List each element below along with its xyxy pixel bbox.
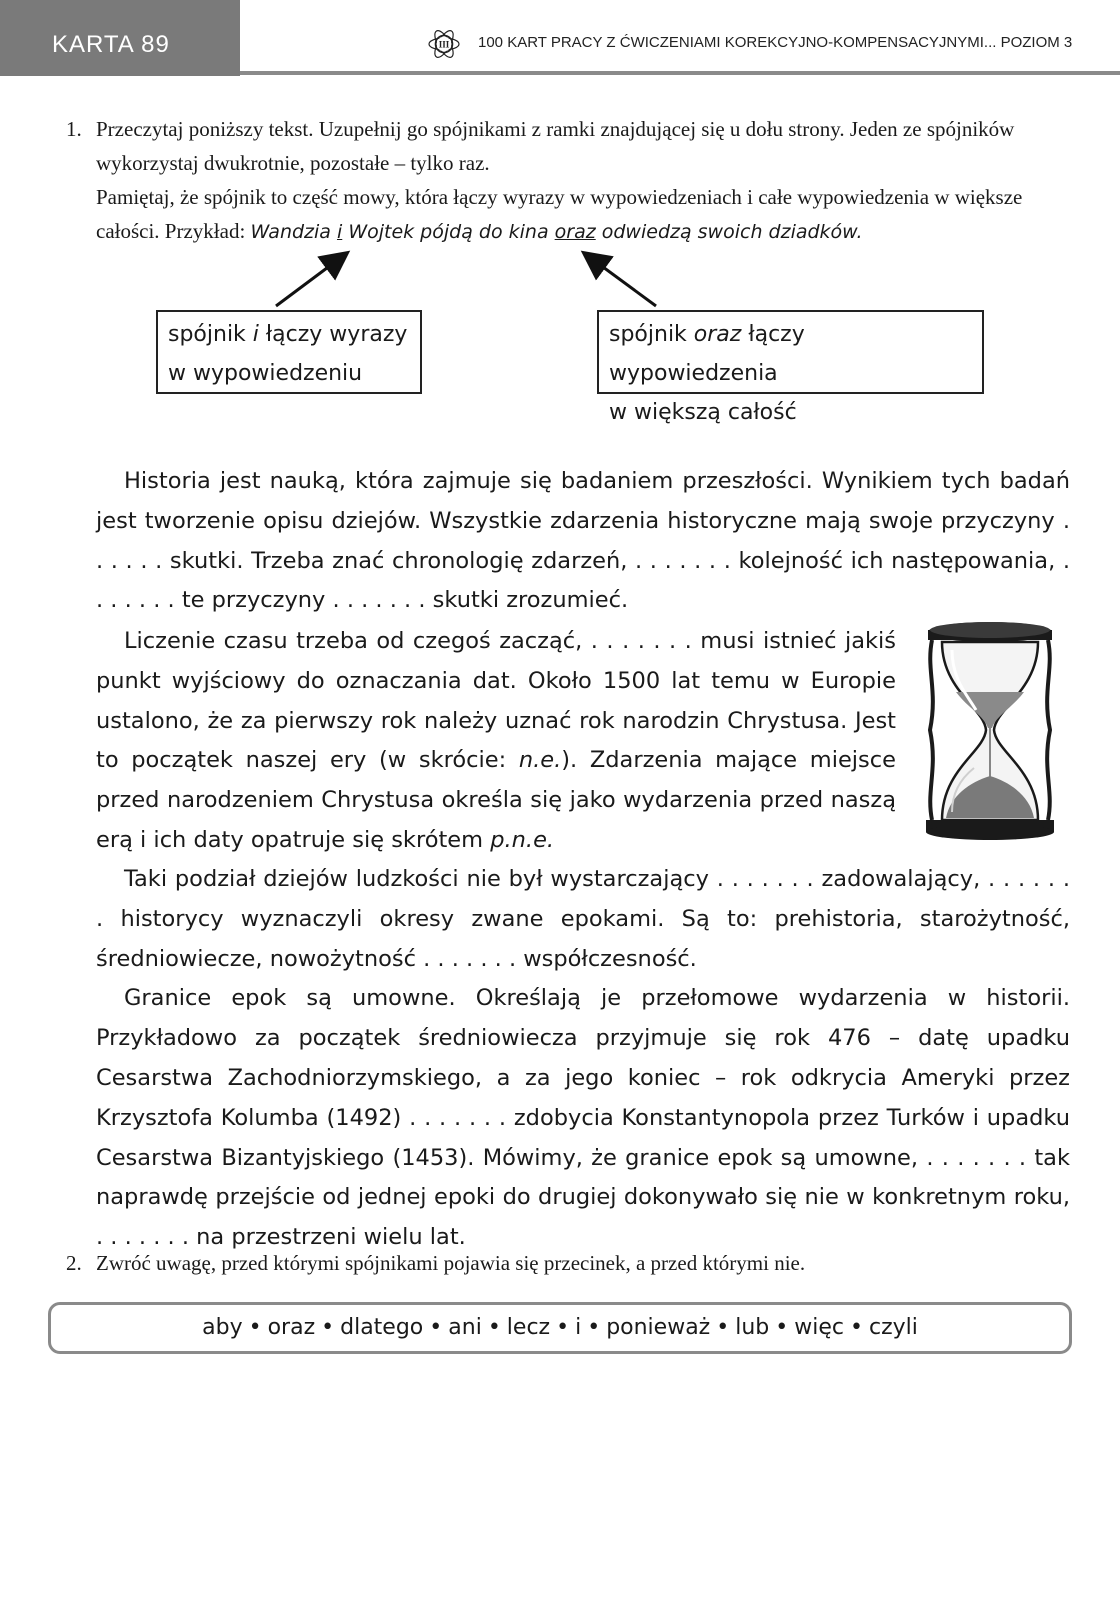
passage-paragraph-4: Granice epok są umowne. Określają je przełomowe wydarzenia w historii. Przykładowo za początek średniowiecza przyjmuje się rok 476 – datę upadku Cesarstwa Zachodniorzymskiego, a za jego koniec – rok odkrycia Ameryki przez Krzysztofa Kolumba (1492) . . . . . . . zdobycia Konstantynopola przez Turków i upadku Cesarstwa Bizantyjskiego (1453). Mówimy, że granice epok są umowne, . . . . . . . tak naprawdę przejście od jednej epoki do drugiej dokonywało się nie w konkretnym roku, . . . . . . . na przestrzeni wielu lat.	[96, 985, 1070, 1251]
card-label: KARTA 89	[0, 0, 240, 76]
example-part: odwiedzą swoich dziadków.	[601, 221, 863, 243]
callout-word: i	[252, 322, 259, 347]
callout-line: w większą całość	[609, 400, 797, 425]
header-title: 100 KART PRACY Z ĆWICZENIAMI KOREKCYJNO-KOMPENSACYJNYMI... POZIOM 3	[478, 34, 1073, 51]
passage-paragraph-2: Liczenie czasu trzeba od czegoś zacząć, . . . . . . . musi istnieć jakiś punkt wyjściowy do oznaczania dat. Około 1500 lat temu w Europie ustalono, że za pierwszy rok należy uznać rok narodzin Chrystusa. Jest to początek naszej ery (w skrócie: n.e.). Zdarzenia mające miejsce przed narodzeniem Chrystusa określa się jako wydarzenia przed naszą erą i ich daty opatruje się skrótem p.n.e.	[96, 628, 896, 853]
conjunction-word: i	[575, 1315, 582, 1340]
task-instruction: Przeczytaj poniższy tekst. Uzupełnij go spójnikami z ramki znajdującej się u dołu strony. Jeden ze spójników wykorzystaj dwukrotnie, pozostałe – tylko raz.	[96, 117, 1015, 175]
reading-passage-part-3	[96, 860, 1070, 1258]
task-number: 2.	[66, 1251, 82, 1275]
definition-text: Pamiętaj, że spójnik to część mowy, która łączy wyrazy w wypowiedzeniach i całe wypowiedzenia w większe całości. Przykład:	[96, 185, 1023, 243]
bullet-separator: •	[775, 1315, 789, 1340]
task-instruction: Zwróć uwagę, przed którymi spójnikami pojawia się przecinek, a przed którymi nie.	[96, 1251, 806, 1275]
abbreviation-ne: n.e.	[518, 747, 562, 774]
conjunction-word: ani	[448, 1315, 482, 1340]
example-part: Wojtek pójdą do kina	[348, 221, 549, 243]
page-header	[0, 0, 1120, 76]
bullet-separator: •	[849, 1315, 863, 1340]
example-sentence	[251, 221, 863, 243]
bullet-separator: •	[429, 1315, 443, 1340]
callout-word-conjunction	[156, 310, 422, 394]
passage-paragraph-1: Historia jest nauką, która zajmuje się badaniem przeszłości. Wynikiem tych badań jest tworzenie opisu dziejów. Wszystkie zdarzenia historyczne mają swoje przyczyny . . . . . . skutki. Trzeba znać chronologię zdarzeń, . . . . . . . kolejność ich następowania, . . . . . . . te przyczyny . . . . . . . skutki zrozumieć.	[96, 468, 1070, 614]
level-badge-text: III	[438, 39, 450, 50]
conjunction-word: lecz	[506, 1315, 551, 1340]
bullet-separator: •	[321, 1315, 335, 1340]
abbreviation-pne: p.n.e.	[490, 826, 555, 853]
callout-text: spójnik	[609, 322, 687, 347]
arrow-right-icon	[588, 256, 656, 306]
bullet-separator: •	[587, 1315, 601, 1340]
arrow-left-icon	[276, 256, 343, 306]
callout-text: spójnik	[168, 322, 246, 347]
conjunction-word: aby	[202, 1315, 243, 1340]
bullet-separator: •	[556, 1315, 570, 1340]
example-part: Wandzia	[250, 221, 331, 243]
level-badge-icon	[428, 28, 460, 60]
bullet-separator: •	[716, 1315, 730, 1340]
passage-paragraph-3: Taki podział dziejów ludzkości nie był wystarczający . . . . . . . zadowalający, . . . . . . . historycy wyznaczyli okresy zwane epokami. Są to: prehistoria, starożytność, średniowiecze, nowożytność . . . . . . . współczesność.	[96, 866, 1070, 972]
task-2	[66, 1246, 1076, 1280]
callout-sentence-conjunction	[597, 310, 984, 425]
conjunction-word: ponieważ	[606, 1315, 711, 1340]
callout-line	[168, 315, 410, 354]
bullet-separator: •	[248, 1315, 262, 1340]
callout-word: oraz	[693, 322, 742, 347]
conjunction-word: czyli	[868, 1315, 918, 1340]
task-number: 1.	[66, 117, 82, 141]
example-conjunction-i: i	[336, 221, 343, 243]
reading-passage	[96, 462, 1070, 621]
conjunction-word: więc	[794, 1315, 844, 1340]
callout-line	[609, 315, 972, 393]
conjunction-word-bank	[48, 1302, 1072, 1354]
conjunction-word: dlatego	[340, 1315, 424, 1340]
example-conjunction-oraz: oraz	[554, 221, 596, 243]
callout-text: łączy wypowiedzenia	[609, 322, 805, 386]
reading-passage-part-2	[96, 622, 896, 861]
conjunction-word: oraz	[267, 1315, 316, 1340]
task-1	[66, 112, 1076, 249]
bullet-separator: •	[487, 1315, 501, 1340]
task-definition	[96, 180, 1076, 249]
conjunction-word: lub	[735, 1315, 770, 1340]
callout-text: łączy wyrazy	[265, 322, 408, 347]
header-rule	[240, 71, 1120, 75]
hourglass-icon	[922, 620, 1058, 842]
callout-line: w wypowiedzeniu	[168, 361, 363, 386]
